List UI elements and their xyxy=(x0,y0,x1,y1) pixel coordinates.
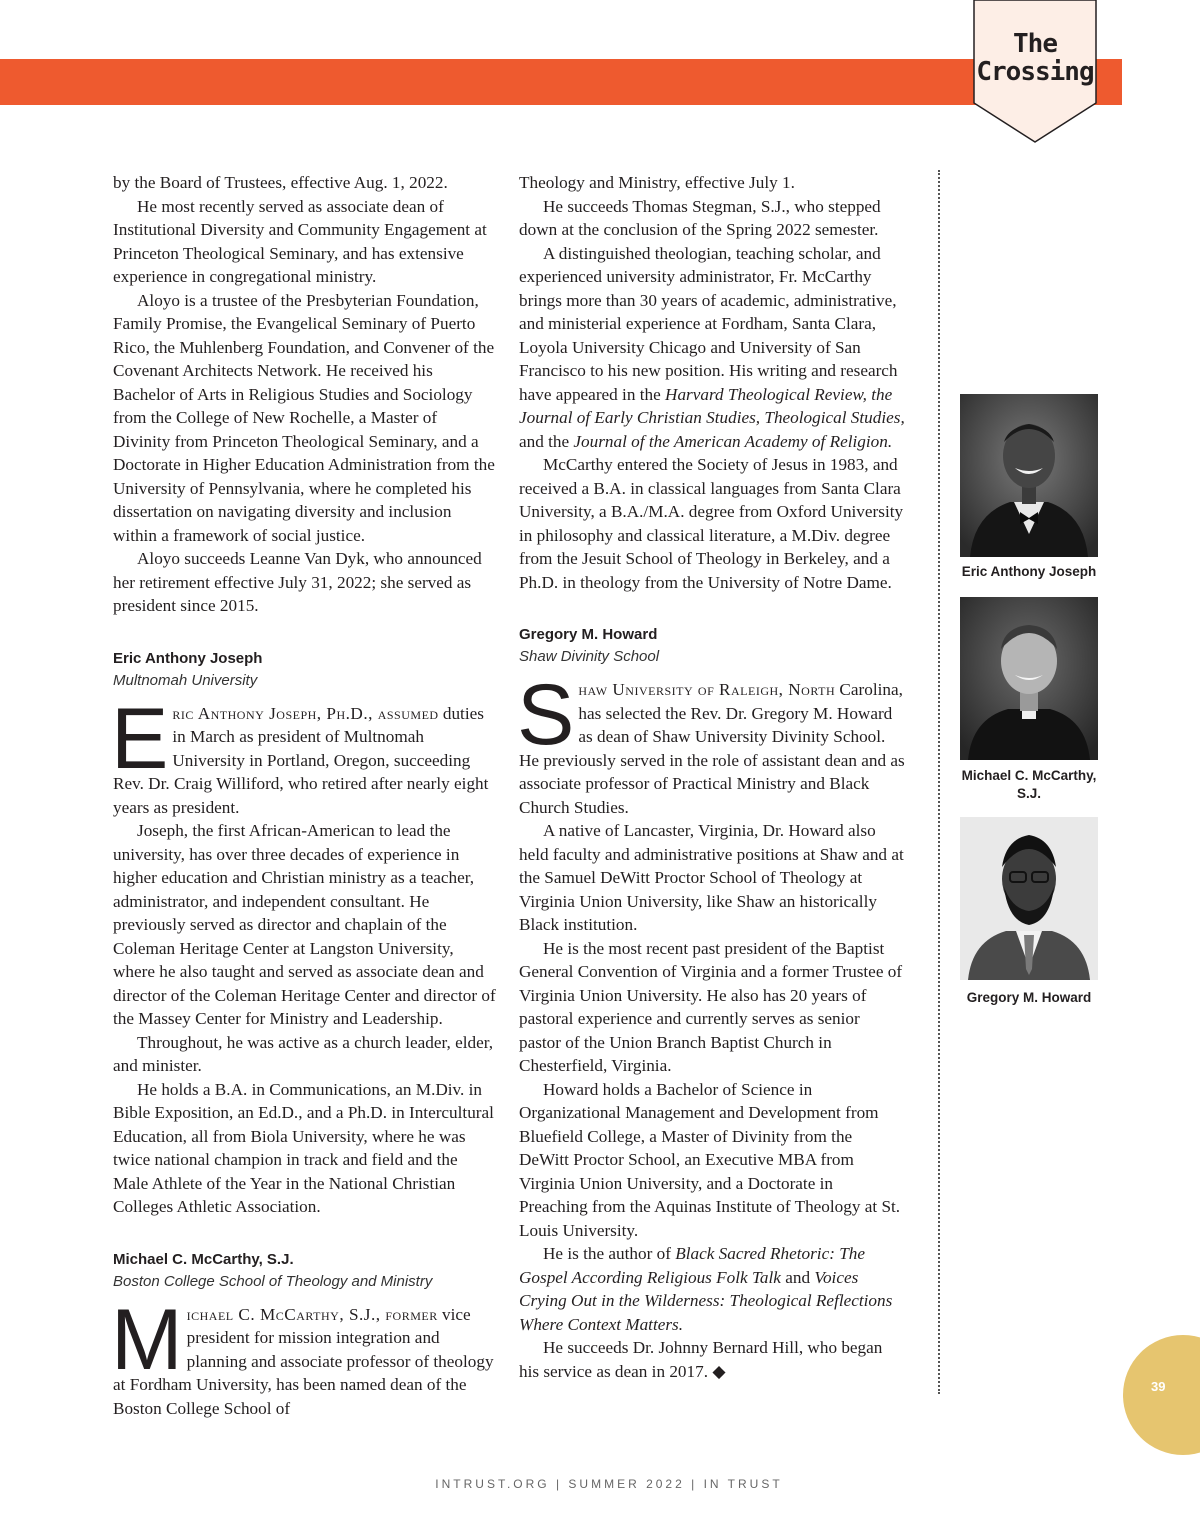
lead-paragraph xyxy=(517,667,905,819)
portrait-gregory-m-howard xyxy=(960,817,1098,980)
header-bar xyxy=(0,59,1122,105)
column-middle xyxy=(519,171,905,1383)
lead-small-caps: haw University of Raleigh, North xyxy=(578,680,836,699)
photo-caption: Eric Anthony Joseph xyxy=(961,564,1097,579)
column-divider xyxy=(938,170,942,1394)
paragraph: Aloyo succeeds Leanne Van Dyk, who announced her retirement effective July 31, 2022; she served as president since 2015. xyxy=(113,549,482,615)
paragraph: He is the author of Black Sacred Rhetoric: The Gospel According Religious Folk Talk and Voices Crying Out in the Wilderness: Theological Reflections Where Context Matters. xyxy=(519,1244,893,1334)
column-left xyxy=(113,171,497,1420)
lead-paragraph xyxy=(111,1291,497,1421)
page-number: 39 xyxy=(1151,1379,1166,1394)
paragraph: He holds a B.A. in Communications, an M.Div. in Bible Exposition, an Ed.D., and a Ph.D. in Intercultural Education, all from Biola University, where he was twice national champion in track and field and the Male Athlete of the Year in the National Christian Colleges Athletic Association. xyxy=(113,1079,494,1216)
paragraph: He succeeds Thomas Stegman, S.J., who stepped down at the conclusion of the Spring 2022 semester. xyxy=(519,196,881,239)
portrait-eric-anthony-joseph xyxy=(960,394,1098,557)
paragraph: Howard holds a Bachelor of Science in Organizational Management and Development from Bluefield College, a Master of Divinity from the DeWitt Proctor School, an Executive MBA from Virginia Union University, and a Doctorate in Preaching from the Aquinas Institute of Theology at St. Louis University. xyxy=(519,1079,901,1240)
lead-text: vice president for mission integration and planning and associate professor of theology at Fordham University, has been named dean of the Boston College School of xyxy=(113,1304,494,1418)
end-mark: ◆ xyxy=(712,1361,726,1381)
lead-text: Carolina, has selected the Rev. Dr. Gregory M. Howard as dean of Shaw University Divinity School. He previously served in the role of assistant dean and as associate professor of Practical Ministry and Black Church Studies. xyxy=(519,680,905,817)
photo-caption: Gregory M. Howard xyxy=(966,990,1092,1005)
section-title: The Crossing xyxy=(976,29,1094,87)
profile-name: Michael C. McCarthy, S.J. xyxy=(113,1250,294,1268)
paragraph: A distinguished theologian, teaching scholar, and experienced university administrator, Fr. McCarthy brings more than 30 years of academic, administrative, and ministerial experience at Fordham, Santa Clara, Loyola University Chicago and University of San Francisco to his new position. His writing and research have appeared in the Harvard Theological Review, the Journal of Early Christian Studies, Theological Studies, and the Journal of the American Academy of Religion. xyxy=(519,243,905,451)
lead-small-caps: ric Anthony Joseph, Ph.D., assumed xyxy=(172,703,439,723)
profile-name: Gregory M. Howard xyxy=(519,626,658,643)
photo-caption: Michael C. McCarthy, S.J. xyxy=(961,768,1097,801)
lead-text: duties in March as president of Multnomah University in Portland, Oregon, succeeding Rev. Dr. Craig Williford, who retired after nearly eight years as president. xyxy=(113,703,489,817)
profile-school: Boston College School of Theology and Ministry xyxy=(113,1272,433,1290)
paragraph: He most recently served as associate dean of Institutional Diversity and Community Engagement at Princeton Theological Seminary, and has extensive experience in congregational ministry. xyxy=(113,196,487,286)
paragraph: by the Board of Trustees, effective Aug. 1, 2022. xyxy=(113,173,448,192)
paragraph: Aloyo is a trustee of the Presbyterian Foundation, Family Promise, the Evangelical Seminary of Puerto Rico, the Muhlenberg Foundation, and Convener of the Covenant Architects Network. He received his Bachelor of Arts in Religious Studies and Sociology from the College of New Rochelle, a Master of Divinity from Princeton Theological Seminary, and a Doctorate in Higher Education Administration from the University of Pennsylvania, where he completed his dissertation on navigating diversity and inclusion within a framework of social justice. xyxy=(113,290,495,545)
portrait-michael-c-mccarthy xyxy=(960,597,1098,760)
drop-cap: M xyxy=(111,1291,183,1388)
profile-school: Shaw Divinity School xyxy=(519,648,660,665)
page-number-badge xyxy=(1123,1335,1200,1455)
lead-small-caps: ichael C. McCarthy, S.J., former xyxy=(186,1304,438,1324)
paragraph: Joseph, the first African-American to lead the university, has over three decades of experience in higher education and Christian ministry as a teacher, administrator, and independent consultant. He previously served as director and chaplain of the Coleman Heritage Center at Langston University, where he also taught and served as associate dean and director of the Coleman Heritage Center and director of the Massey Center for Ministry and Leadership. xyxy=(113,821,496,1028)
paragraph: He succeeds Dr. Johnny Bernard Hill, who began his service as dean in 2017. ◆ xyxy=(519,1338,883,1381)
footer-text: INTRUST.ORG | SUMMER 2022 | IN TRUST xyxy=(435,1477,783,1491)
paragraph: Theology and Ministry, effective July 1. xyxy=(519,173,795,192)
section-tab xyxy=(973,0,1097,143)
drop-cap: S xyxy=(517,667,575,763)
paragraph: Throughout, he was active as a church leader, elder, and minister. xyxy=(113,1032,494,1075)
profile-school: Multnomah University xyxy=(113,671,258,689)
profile-name: Eric Anthony Joseph xyxy=(113,649,263,667)
drop-cap: E xyxy=(111,690,169,787)
lead-paragraph xyxy=(111,690,497,820)
paragraph: McCarthy entered the Society of Jesus in 1983, and received a B.A. in classical languages from Santa Clara University, a B.A./M.A. degree from Oxford University in philosophy and classical literature, a M.Div. degree from the Jesuit School of Theology in Berkeley, and a Ph.D. in theology from the University of Notre Dame. xyxy=(519,455,904,592)
paragraph: He is the most recent past president of the Baptist General Convention of Virginia and a former Trustee of Virginia Union University. He also has 20 years of pastoral experience and currently serves as senior pastor of the Union Branch Baptist Church in Chesterfield, Virginia. xyxy=(519,938,903,1075)
paragraph: A native of Lancaster, Virginia, Dr. Howard also held faculty and administrative positions at Shaw and at the Samuel DeWitt Proctor School of Theology at Virginia Union University, like Shaw an historically Black institution. xyxy=(519,821,904,934)
